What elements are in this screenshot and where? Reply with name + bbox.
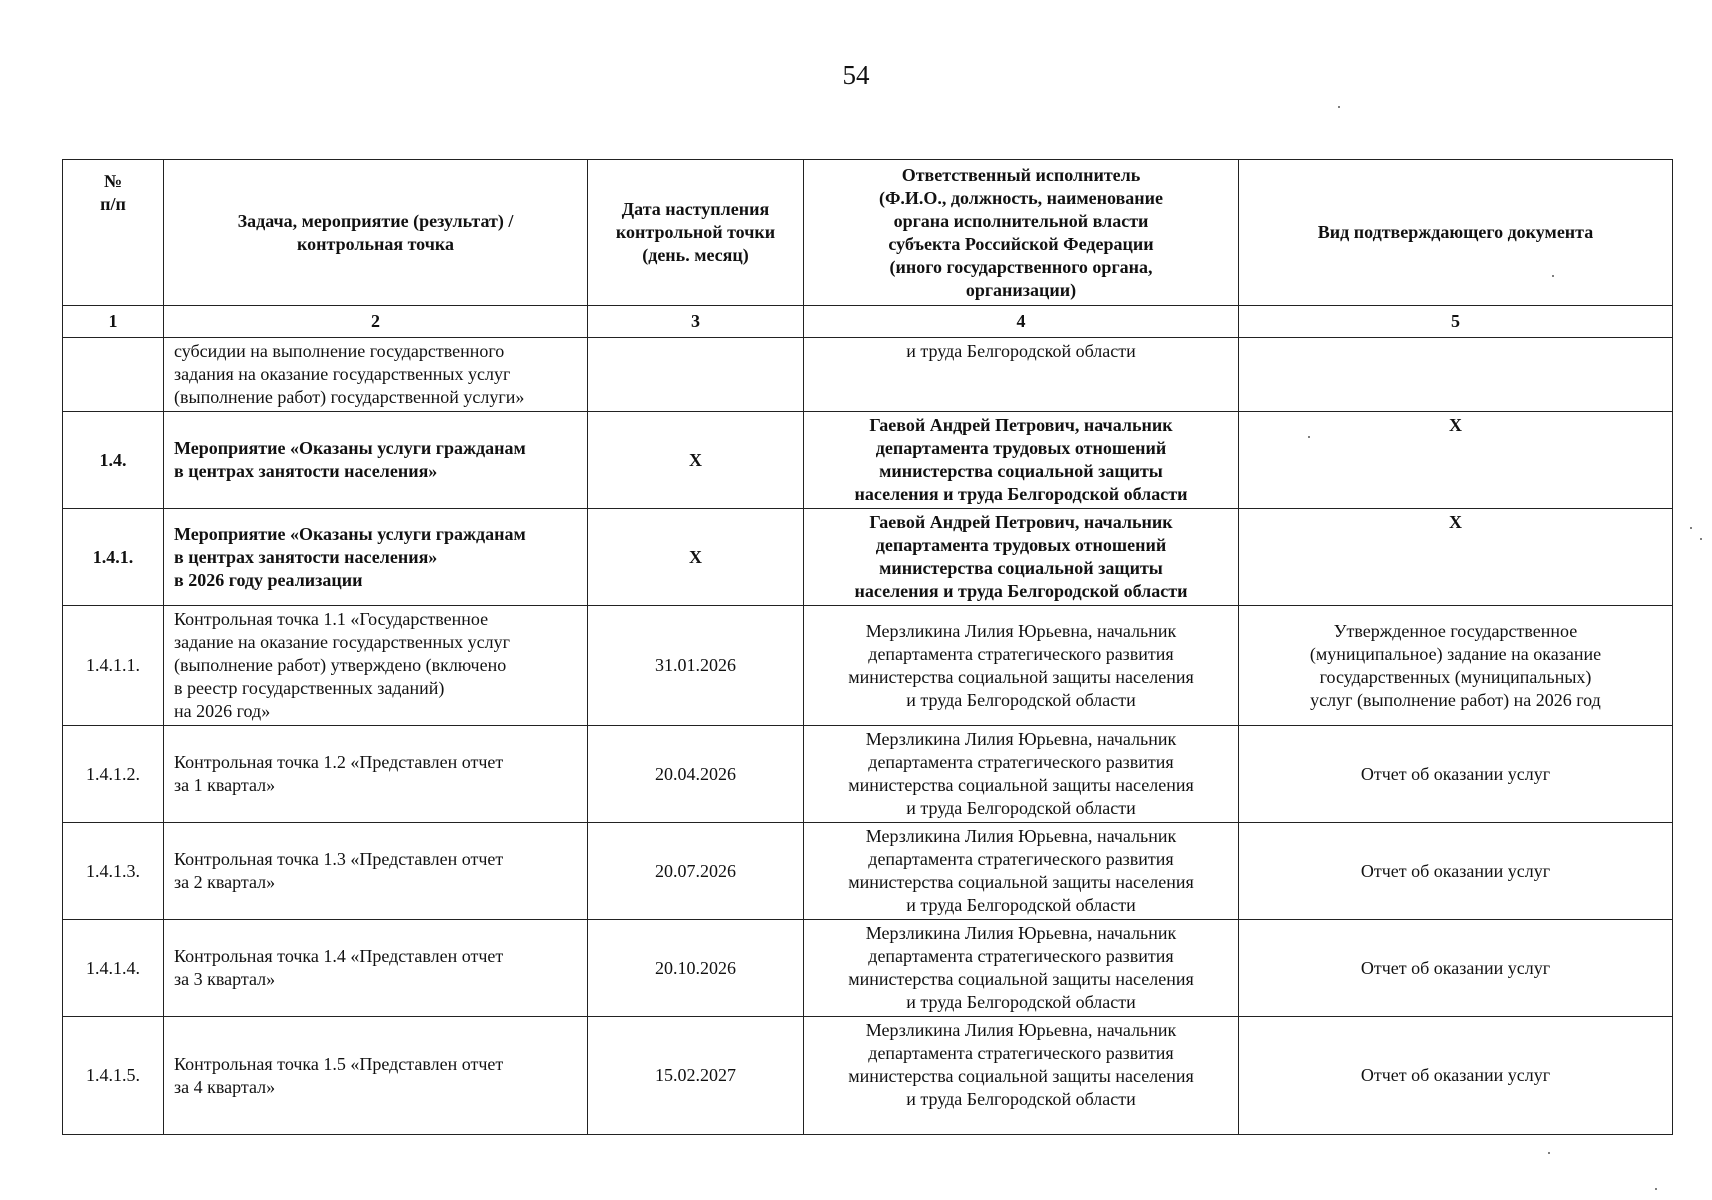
header-task-line: контрольная точка (297, 233, 454, 254)
header-responsible-line: органа исполнительной власти (893, 210, 1149, 231)
page-number: 54 (842, 60, 870, 90)
row-date: 20.04.2026 (588, 726, 804, 823)
header-responsible-line: Ответственный исполнитель (901, 164, 1141, 185)
table-row (63, 1017, 1673, 1135)
row-document-line: Утвержденное государственное (1333, 620, 1578, 641)
scan-speck (1655, 1188, 1657, 1190)
header-responsible (804, 160, 1239, 306)
row-responsible-line: и труда Белгородской области (906, 992, 1136, 1012)
row-task (164, 823, 588, 920)
row-responsible (804, 338, 1239, 412)
row-date: 20.10.2026 (588, 920, 804, 1017)
row-responsible-line: министерства социальной защиты (879, 558, 1163, 578)
row-num: 1.4.1.2. (63, 726, 164, 823)
row-responsible-line: Мерзликина Лилия Юрьевна, начальник (865, 923, 1177, 943)
row-responsible-line: департамента стратегического развития (868, 643, 1174, 664)
row-task-line: (выполнение работ) государственной услуги» (174, 387, 525, 407)
row-responsible (804, 823, 1239, 920)
column-number: 5 (1239, 306, 1673, 338)
row-responsible-line: министерства социальной защиты населения (848, 872, 1194, 892)
row-document: Отчет об оказании услуг (1239, 1017, 1673, 1135)
header-responsible-line: субъекта Российской Федерации (888, 233, 1154, 254)
row-num: 1.4. (63, 412, 164, 509)
row-num: 1.4.1.1. (63, 606, 164, 726)
row-date: 20.07.2026 (588, 823, 804, 920)
row-responsible (804, 509, 1239, 606)
row-task-line: Контрольная точка 1.1 «Государственное (174, 609, 489, 629)
header-date-line: Дата наступления (621, 199, 770, 219)
scan-speck (1700, 538, 1702, 540)
row-responsible-line: министерства социальной защиты (879, 461, 1163, 481)
row-task-line: за 2 квартал» (174, 872, 276, 892)
row-task (164, 606, 588, 726)
row-responsible-line: и труда Белгородской области (906, 895, 1136, 915)
table-row (63, 920, 1673, 1017)
row-responsible-line: департамента стратегического развития (868, 1043, 1174, 1063)
column-number: 1 (63, 306, 164, 338)
header-responsible-line: (иного государственного органа, (889, 256, 1153, 277)
row-responsible-line: департамента стратегического развития (868, 849, 1174, 869)
header-num (63, 160, 164, 306)
row-responsible-line: и труда Белгородской области (906, 798, 1136, 818)
row-document-line: (муниципальное) задание на оказание (1309, 643, 1602, 664)
row-task-line: Контрольная точка 1.2 «Представлен отчет (174, 752, 504, 772)
row-task-line: в реестр государственных заданий) (174, 678, 445, 698)
column-number: 2 (164, 306, 588, 338)
row-num: 1.4.1.5. (63, 1017, 164, 1135)
row-responsible-line: и труда Белгородской области (906, 689, 1136, 710)
row-responsible-line: населения и труда Белгородской области (854, 484, 1188, 504)
table-row (63, 726, 1673, 823)
row-document: Отчет об оказании услуг (1239, 823, 1673, 920)
header-date (588, 160, 804, 306)
row-responsible-line: и труда Белгородской области (906, 341, 1136, 361)
row-responsible-line: и труда Белгородской области (906, 1089, 1136, 1109)
row-task-line: за 1 квартал» (174, 775, 276, 795)
row-responsible-line: департамента стратегического развития (868, 752, 1174, 772)
row-responsible-line: Мерзликина Лилия Юрьевна, начальник (865, 1020, 1177, 1040)
row-responsible-line: Мерзликина Лилия Юрьевна, начальник (865, 826, 1177, 846)
row-document: Х (1239, 509, 1673, 606)
row-task (164, 1017, 588, 1135)
row-date (588, 338, 804, 412)
row-task (164, 726, 588, 823)
row-date: 31.01.2026 (588, 606, 804, 726)
column-number: 3 (588, 306, 804, 338)
row-task-line: (выполнение работ) утверждено (включено (174, 655, 507, 675)
row-document: Отчет об оказании услуг (1239, 726, 1673, 823)
row-date: Х (588, 509, 804, 606)
row-responsible-line: министерства социальной защиты населения (848, 666, 1194, 687)
row-task-line: в центрах занятости населения» (174, 546, 438, 567)
row-responsible (804, 726, 1239, 823)
scan-speck (1308, 436, 1310, 438)
row-responsible-line: департамента трудовых отношений (875, 535, 1167, 555)
scan-speck (1690, 527, 1692, 529)
table-row (63, 606, 1673, 726)
header-date-line: (день. месяц) (642, 245, 749, 265)
row-document (1239, 338, 1673, 412)
header-document: Вид подтверждающего документа (1239, 160, 1673, 306)
row-task-line: Контрольная точка 1.5 «Представлен отчет (174, 1053, 504, 1074)
scan-speck (1338, 106, 1340, 108)
row-task-line: задание на оказание государственных услуг (174, 632, 511, 652)
row-task (164, 412, 588, 509)
row-responsible-line: Мерзликина Лилия Юрьевна, начальник (865, 620, 1177, 641)
row-responsible-line: министерства социальной защиты населения (848, 1066, 1194, 1086)
row-task-line: Мероприятие «Оказаны услуги гражданам (174, 523, 526, 544)
row-document-line: государственных (муниципальных) (1319, 666, 1592, 687)
column-number-row (63, 306, 1673, 338)
header-row (63, 160, 1673, 306)
row-task-line: за 4 квартал» (174, 1076, 276, 1097)
header-responsible-line: (Ф.И.О., должность, наименование (878, 187, 1164, 208)
row-task-line: Контрольная точка 1.4 «Представлен отчет (174, 946, 504, 966)
row-responsible-line: министерства социальной защиты населения (848, 775, 1194, 795)
row-responsible (804, 920, 1239, 1017)
column-number: 4 (804, 306, 1239, 338)
row-document-line: услуг (выполнение работ) на 2026 год (1310, 689, 1601, 710)
row-responsible-line: департамента стратегического развития (868, 946, 1174, 966)
row-task-line: субсидии на выполнение государственного (174, 341, 505, 361)
header-task (164, 160, 588, 306)
row-task-line: в центрах занятости населения» (174, 461, 438, 481)
row-responsible (804, 412, 1239, 509)
row-task-line: на 2026 год» (174, 701, 271, 721)
row-responsible-line: министерства социальной защиты населения (848, 969, 1194, 989)
row-responsible-line: Гаевой Андрей Петрович, начальник (869, 512, 1173, 532)
row-date: 15.02.2027 (588, 1017, 804, 1135)
row-date: Х (588, 412, 804, 509)
row-num (63, 338, 164, 412)
table-row (63, 338, 1673, 412)
header-num-line: № (103, 171, 123, 191)
row-task-line: за 3 квартал» (174, 969, 276, 989)
row-responsible-line: населения и труда Белгородской области (854, 581, 1188, 601)
row-document (1239, 606, 1673, 726)
row-task-line: задания на оказание государственных услуг (174, 364, 511, 384)
row-document: Х (1239, 412, 1673, 509)
row-num: 1.4.1.4. (63, 920, 164, 1017)
header-date-line: контрольной точки (615, 222, 776, 242)
header-task-line: Задача, мероприятие (результат) / (237, 210, 514, 231)
row-task-line: Контрольная точка 1.3 «Представлен отчет (174, 849, 504, 869)
scan-speck (1552, 275, 1554, 277)
header-responsible-line: организации) (965, 279, 1077, 300)
row-task (164, 920, 588, 1017)
row-responsible-line: Мерзликина Лилия Юрьевна, начальник (865, 729, 1177, 749)
row-responsible-line: Гаевой Андрей Петрович, начальник (869, 415, 1173, 435)
row-task (164, 338, 588, 412)
row-num: 1.4.1.3. (63, 823, 164, 920)
table-row (63, 823, 1673, 920)
table-row (63, 412, 1673, 509)
control-points-table (62, 159, 1673, 1135)
row-task (164, 509, 588, 606)
header-num-line: п/п (100, 194, 126, 214)
row-document: Отчет об оказании услуг (1239, 920, 1673, 1017)
row-responsible (804, 606, 1239, 726)
scan-speck (1548, 1152, 1550, 1154)
table-row (63, 509, 1673, 606)
row-responsible (804, 1017, 1239, 1135)
row-responsible-line: департамента трудовых отношений (875, 438, 1167, 458)
row-num: 1.4.1. (63, 509, 164, 606)
row-task-line: в 2026 году реализации (174, 569, 363, 590)
row-task-line: Мероприятие «Оказаны услуги гражданам (174, 438, 526, 458)
